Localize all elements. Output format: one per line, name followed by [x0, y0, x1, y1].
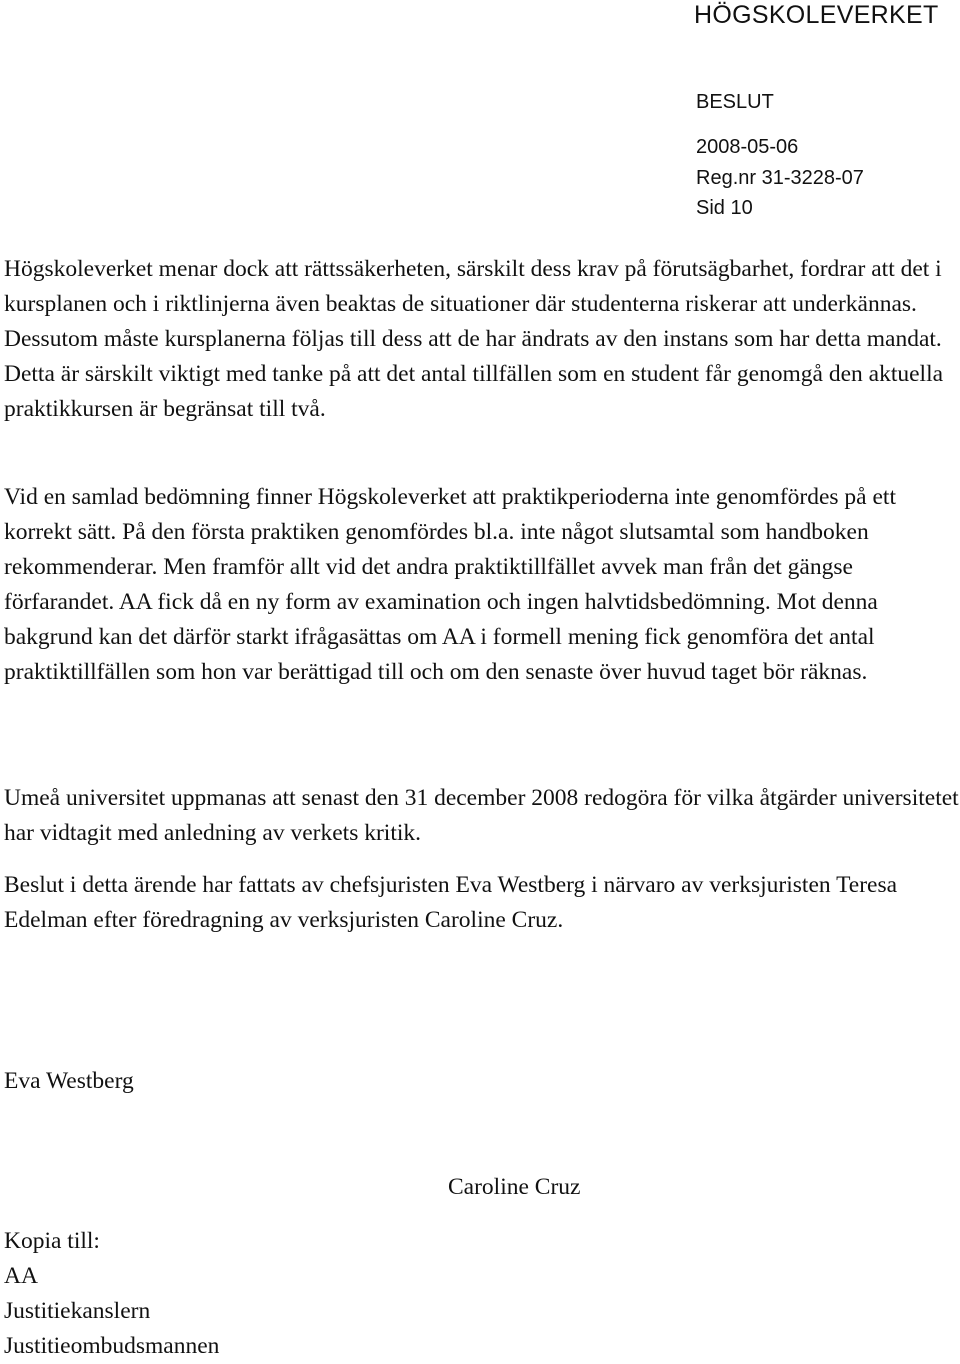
copy-list [4, 1224, 219, 1364]
document-date: 2008-05-06 [696, 136, 799, 158]
page-number: Sid 10 [696, 197, 753, 219]
paragraph-assessment: Vid en samlad bedömning finner Högskoleverket att praktikperioderna inte genomfördes på ett korrekt sätt. På den första praktiken genomfördes bl.a. inte något slutsamtal som handboken rekommenderar. Men framför allt vid det andra praktiktillfället avvek man från det gängse förfarandet. AA fick då en ny form av examination och ingen halvtidsbedömning. Mot denna bakgrund kan det därför starkt ifrågasättas om AA i formell mening fick genomföra det antal praktiktillfällen som hon var berättigad till och om den senaste över huvud taget bör räknas. [4, 484, 896, 685]
signature-first: Eva Westberg [4, 1068, 134, 1094]
paragraph-legal-certainty: Högskoleverket menar dock att rättssäkerheten, särskilt dess krav på förutsägbarhet, fordrar att det i kursplanen och i riktlinjerna även beaktas de situationer där studenterna riskerar att underkännas. Dessutom måste kursplanerna följas till dess att de har ändrats av den instans som har detta mandat. Detta är särskilt viktigt med tanke på att det antal tillfällen som en student får genomgå den aktuella praktikkursen är begränsat till två. [4, 256, 944, 422]
registration-number: Reg.nr 31-3228-07 [696, 167, 864, 189]
paragraph-request: Umeå universitet uppmanas att senast den 31 december 2008 redogöra för vilka åtgärder universitetet har vidtagit med anledning av verkets kritik. [4, 785, 959, 846]
copy-recipient: Justitieombudsmannen [4, 1333, 220, 1359]
document-type: BESLUT [696, 91, 774, 113]
copy-recipient: AA [4, 1263, 38, 1289]
paragraph-decision-makers: Beslut i detta ärende har fattats av chefsjuristen Eva Westberg i närvaro av verksjuristen Teresa Edelman efter föredragning av verksjuristen Caroline Cruz. [4, 872, 898, 933]
organization-name: HÖGSKOLEVERKET [694, 1, 939, 29]
copy-label: Kopia till: [4, 1228, 100, 1254]
signature-second: Caroline Cruz [448, 1174, 581, 1200]
copy-recipient: Justitiekanslern [4, 1298, 151, 1324]
